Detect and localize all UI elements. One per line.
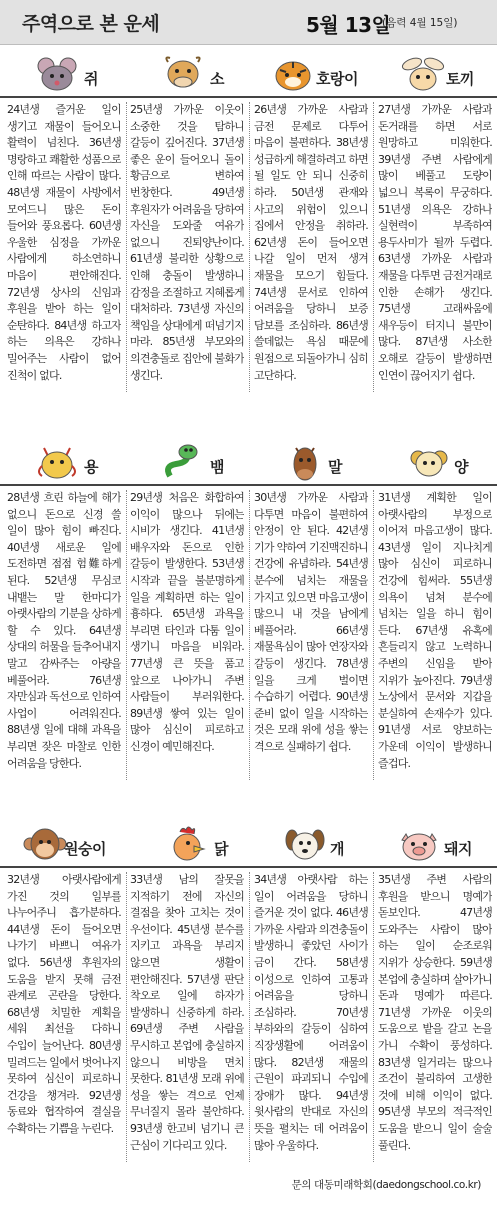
sign-sheep xyxy=(388,440,493,486)
monkey-icon xyxy=(22,824,68,864)
column-divider xyxy=(373,490,374,780)
snake-icon xyxy=(160,442,206,482)
fortune-dragon: 28년생 흐린 하늘에 해가 없으니 돈으로 신경 쓸 일이 많아 힘이 빠진다. 40년생 새로운 일에 도전하면 점점 험難하게 된다. 52년생 무심코 내뱉는 말 한마디가 아랫사람의 기분을 상하게 할 수 있다. 64년생 상대의 허물을 들추어내지 말고 감싸주는 아량을 베풀어라. 76년생 자만심과 독선으로 인하여 사업이 어려워진다. 88년생 일에 대해 과욕을 부리면 잦은 마찰로 인한 어려움을 당한다. xyxy=(7,491,121,770)
sign-name: 돼지 xyxy=(444,840,472,858)
sign-name: 쥐 xyxy=(84,70,98,88)
ox-icon xyxy=(160,54,206,94)
rabbit-icon xyxy=(400,54,446,94)
horse-icon xyxy=(282,442,328,482)
divider xyxy=(0,96,497,98)
fortune-row-2 xyxy=(0,490,497,780)
column-divider xyxy=(373,102,374,392)
pig-icon xyxy=(396,824,442,864)
fortune-snake: 29년생 처음은 화합하여 이익이 많으나 뒤에는 시비가 생긴다. 41년생 배우자와 돈으로 인한 갈등이 발생한다. 53년생 시작과 끝을 불분명하게 일을 계획하면 하는 일이 흉하다. 65년생 과욕을 부리면 타인과 다툼 일이 생기니 마음을 비워라. 77년생 큰 뜻을 품고 앞으로 나아가니 주변 사람들이 부러워한다. 89년생 쌓여 있는 일이 많아 심신이 피로하고 신경이 예민해진다. xyxy=(130,491,244,753)
sign-snake xyxy=(140,440,250,486)
dragon-icon xyxy=(34,442,80,482)
fortune-horse: 30년생 가까운 사람과 다투면 마음이 불편하여 안정이 안 된다. 42년생 기가 약하여 기진맥진하니 건강에 유념하라. 54년생 분수에 넘치는 재물을 가지고 있으면 마음고생이 많으니 내 것을 남에게 베풀어라. 66년생 재물욕심이 많아 연장자와 갈등이 생긴다. 78년생 일을 크게 벌이면 수습하기 어렵다. 90년생 준비 없이 일을 시작하는 것은 모래 위에 성을 쌓는 격으로 실패하기 쉽다. xyxy=(254,491,368,753)
sign-name: 양 xyxy=(454,458,468,476)
fortune-pig: 35년생 주변 사람의 후원을 받으니 명예가 돋보인다. 47년생 도와주는 사람이 많아 하는 일이 순조로워 지위가 상승한다. 59년생 본업에 충실하며 살아가니 돈과 명예가 따른다. 71년생 가까운 이웃의 도움으로 밭을 갈고 논을 가니 수확이 풍성하다. 83년생 일거리는 많으나 조건이 불리하여 고생한 것에 비해 이익이 없다. 95년생 부모의 적극적인 도움을 받으니 일이 술술 풀린다. xyxy=(378,873,492,1152)
sign-name: 개 xyxy=(330,840,344,858)
sheep-icon xyxy=(406,442,452,482)
column-divider xyxy=(373,872,374,1162)
sign-name: 소 xyxy=(210,70,224,88)
sign-name: 원숭이 xyxy=(64,840,106,858)
sign-rooster xyxy=(140,822,250,868)
divider xyxy=(0,484,497,486)
sign-name: 뱀 xyxy=(210,458,224,476)
sign-name: 토끼 xyxy=(446,70,474,88)
sign-rabbit xyxy=(388,52,493,98)
sign-monkey xyxy=(10,822,125,868)
fortune-monkey: 32년생 아랫사람에게 가진 것의 일부를 나누어주니 흡가분하다. 44년생 돈이 들어오면 나가기 바쁘니 여유가 없다. 56년생 후원자의 도움을 받지 못해 금전 관계로 곤란을 당한다. 68년생 치밀한 계획을 세워 최선을 다하니 수입이 늘어난다. 80년생 밀려드는 일에서 벗어나지 못하여 심신이 피로하니 건강을 챙겨라. 92년생 동료와 협작하여 결실을 수확하는 기쁨을 누린다. xyxy=(7,873,121,1135)
sign-row-2 xyxy=(0,440,497,486)
fortune-ox: 25년생 가까운 이웃이 소중한 것을 탐하니 갈등이 깊어진다. 37년생 좋은 운이 들어오니 돌이 황금으로 변하여 번창한다. 49년생 후원자가 어려움을 당하여 자신을 도와줄 여유가 없으니 진퇴양난이다. 61년생 불리한 상황으로 인해 충돌이 발생하니 감정을 조절하고 지혜롭게 대처하라. 73년생 자신의 책임을 상대에게 떠넘기지 마라. 85년생 부모와의 의견충돌로 집안에 불화가 생긴다. xyxy=(130,103,244,382)
fortune-rat: 24년생 즐거운 일이 생기고 재물이 들어오니 활력이 넘친다. 36년생 명랑하고 쾌활한 성품으로 인해 따르는 사람이 많다. 48년생 재물이 사방에서 모여드니 많은 돈이 들어와 풍요롭다. 60년생 우울한 심정을 가까운 사람에게 하소연하니 마음이 편안해진다. 72년생 상사의 신임과 후원을 받아 하는 일이 순탄하다. 84년생 하고자 하는 의욕은 강하나 밀어주는 사람이 없어 진척이 없다. xyxy=(7,103,121,382)
header-bar xyxy=(0,0,497,45)
fortune-tiger: 26년생 가까운 사람과 금전 문제로 다투어 마음이 불편하다. 38년생 성급하게 해결하려고 하면 될 일도 안 되니 신중히 하라. 50년생 관재와 사고의 위험이 있으니 집에서 안정을 취하라. 62년생 돈이 들어오면 나갈 일이 먼저 생겨 재물을 모으기 힘들다. 74년생 문서로 인하여 어려움을 당하니 보증 담보를 조심하라. 86년생 쓸데없는 욕심 때문에 원점으로 되돌아가니 심히 고단하다. xyxy=(254,103,368,382)
sign-dog xyxy=(262,822,382,868)
tiger-icon xyxy=(270,54,316,94)
dog-icon xyxy=(282,824,328,864)
sign-name: 닭 xyxy=(214,840,228,858)
column-divider xyxy=(249,490,250,780)
sign-row-3 xyxy=(0,822,497,868)
sign-ox xyxy=(140,52,250,98)
rooster-icon xyxy=(164,824,210,864)
fortune-dog: 34년생 아랫사람 하는 일이 어려움을 당하니 즐거운 것이 없다. 46년생 가까운 사람과 의견충돌이 발생하니 좋았던 사이가 금이 간다. 58년생 이성으로 인하여 고통과 어려움을 당하니 조심하라. 70년생 부하와의 갈등이 심하여 직장생활에 어려움이 많다. 82년생 재물의 근원이 파괴되니 수입에 장애가 많다. 94년생 윗사람의 반대로 자신의 뜻을 펼치는 데 어려움이 많아 우울하다. xyxy=(254,873,368,1152)
column-divider xyxy=(126,490,127,780)
sign-tiger xyxy=(262,52,382,98)
sign-pig xyxy=(388,822,493,868)
sign-name: 용 xyxy=(84,458,98,476)
fortune-rooster: 33년생 남의 잘못을 지적하기 전에 자신의 결점을 찾아 고치는 것이 우선이다. 45년생 분수를 지키고 과욕을 부리지 않으면 생활이 편안해진다. 57년생 판단 착오로 일에 하자가 발생하니 신중하게 하라. 69년생 주변 사람을 무시하고 본업에 충실하지 않으니 비방을 면치 못한다. 81년생 모래 위에 성을 쌓는 격으로 언제 무너질지 몰라 불안하다. 93년생 한고비 넘기니 큰 근심이 기다리고 있다. xyxy=(130,873,244,1152)
fortune-row-1 xyxy=(0,102,497,392)
sign-name: 호랑이 xyxy=(316,70,358,88)
contact-footer: 문의 대동미래학회(daedongschool.co.kr) xyxy=(291,1179,481,1191)
column-divider xyxy=(249,872,250,1162)
sign-rat xyxy=(20,52,120,98)
sign-horse xyxy=(262,440,382,486)
divider xyxy=(0,866,497,868)
sign-row-1 xyxy=(0,52,497,98)
sign-dragon xyxy=(20,440,120,486)
fortune-sheep: 31년생 계획한 일이 아랫사람의 부정으로 이어져 마음고생이 많다. 43년생 일이 지나치게 많아 심신이 피로하니 건강에 힘써라. 55년생 의욕이 넘쳐 분수에 넘치는 일을 하니 힘이 든다. 67년생 유혹에 흔들리지 않고 노력하니 주변의 신임을 받아 지위가 높아진다. 79년생 노상에서 문서와 지갑을 분실하여 손재수가 있다. 91년생 서로 양보하는 가운데 이익이 발생하니 즐겁다. xyxy=(378,491,492,770)
solar-date: 5월 13일 xyxy=(306,13,391,37)
fortune-row-3 xyxy=(0,872,497,1162)
page-title: 주역으로 본 운세 xyxy=(22,13,160,35)
sign-name: 말 xyxy=(328,458,342,476)
rat-icon xyxy=(34,54,80,94)
column-divider xyxy=(249,102,250,392)
lunar-date: (음력 4월 15일) xyxy=(382,17,458,29)
fortune-rabbit: 27년생 가까운 사람과 돈거래를 하면 서로 원망하고 미워한다. 39년생 주변 사람에게 많이 베풀고 도량이 넓으니 복록이 무궁하다. 51년생 의욕은 강하나 실현력이 부족하여 용두사미가 될까 두렵다. 63년생 가까운 사람과 재물을 다투면 금전거래로 인한 손해가 생긴다. 75년생 고래싸움에 새우등이 터지니 불만이 많다. 87년생 사소한 오해로 갈등이 발생하면 인연이 끊어지기 쉽다. xyxy=(378,103,492,382)
column-divider xyxy=(126,872,127,1162)
column-divider xyxy=(126,102,127,392)
